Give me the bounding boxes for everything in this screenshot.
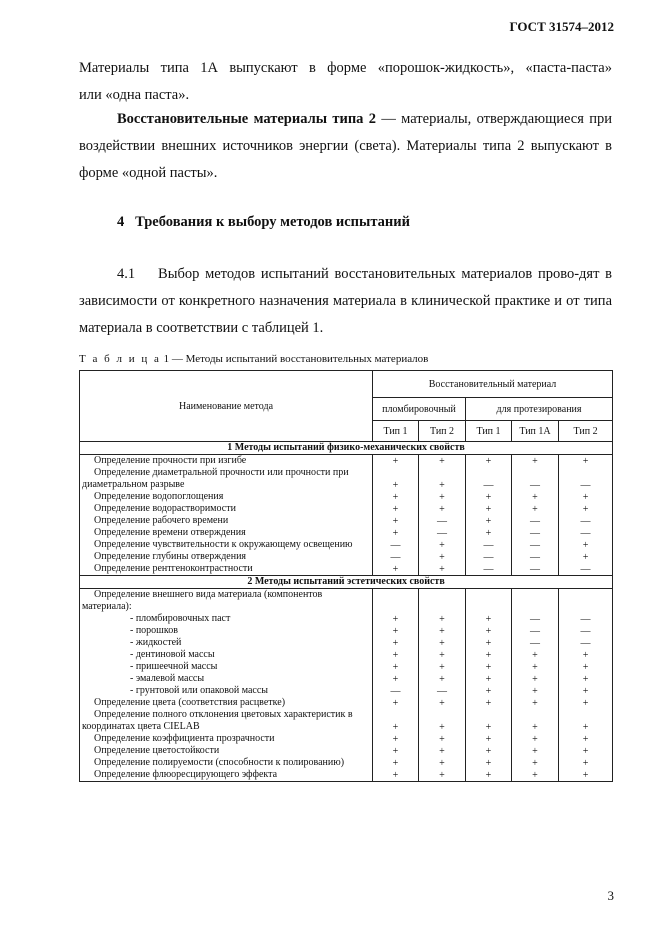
applicability-mark: + bbox=[373, 757, 419, 769]
table-row bbox=[80, 503, 613, 515]
applicability-mark: + bbox=[512, 757, 559, 769]
applicability-mark: + bbox=[466, 769, 512, 782]
applicability-mark: + bbox=[373, 745, 419, 757]
applicability-mark: — bbox=[559, 515, 613, 527]
applicability-mark: — bbox=[512, 551, 559, 563]
applicability-mark: + bbox=[373, 697, 419, 709]
applicability-mark: + bbox=[419, 757, 466, 769]
applicability-mark: — bbox=[512, 515, 559, 527]
applicability-mark: — bbox=[373, 551, 419, 563]
applicability-mark: + bbox=[419, 673, 466, 685]
table-row bbox=[80, 455, 613, 468]
applicability-mark: + bbox=[466, 733, 512, 745]
applicability-mark: + bbox=[559, 551, 613, 563]
applicability-mark: + bbox=[559, 697, 613, 709]
applicability-mark: + bbox=[512, 455, 559, 468]
applicability-mark: + bbox=[419, 745, 466, 757]
type-header: Тип 1А bbox=[512, 421, 559, 442]
applicability-mark: + bbox=[512, 491, 559, 503]
table-row bbox=[80, 649, 613, 661]
method-name: Определение внешнего вида материала (компонентов материала): bbox=[80, 589, 373, 614]
section-title: 4 Требования к выбору методов испытаний bbox=[117, 214, 410, 230]
table-row bbox=[80, 709, 613, 733]
applicability-mark: + bbox=[559, 769, 613, 782]
col-group-header: Восстановительный материал bbox=[373, 371, 613, 398]
method-name: Определение полного отклонения цветовых характеристик в координатах цвета CIELAB bbox=[80, 709, 373, 733]
method-name: Определение диаметральной прочности или прочности при диаметральном разрыве bbox=[80, 467, 373, 491]
paragraph-line: Материалы типа 1А выпускают в форме «порошок-жидкость», «паста-паста» bbox=[79, 60, 612, 76]
applicability-mark: — bbox=[512, 637, 559, 649]
applicability-mark: + bbox=[512, 649, 559, 661]
type-header: Тип 2 bbox=[419, 421, 466, 442]
applicability-mark: + bbox=[466, 503, 512, 515]
applicability-mark: + bbox=[559, 503, 613, 515]
table-row bbox=[80, 745, 613, 757]
method-name: Определение водопоглощения bbox=[80, 491, 373, 503]
method-name: - пломбировочных паст bbox=[80, 613, 373, 625]
method-name: Определение коэффициента прозрачности bbox=[80, 733, 373, 745]
applicability-mark: + bbox=[419, 733, 466, 745]
applicability-mark: + bbox=[466, 685, 512, 697]
applicability-mark: + bbox=[419, 637, 466, 649]
applicability-mark: — bbox=[466, 551, 512, 563]
applicability-mark: + bbox=[419, 539, 466, 551]
applicability-mark: + bbox=[373, 769, 419, 782]
applicability-mark: + bbox=[466, 527, 512, 539]
applicability-mark: + bbox=[373, 673, 419, 685]
subheader-prosthetics: для протезирования bbox=[466, 398, 613, 421]
table-row bbox=[80, 757, 613, 769]
applicability-mark: — bbox=[466, 539, 512, 551]
applicability-mark: + bbox=[419, 467, 466, 491]
subheader-filling: пломбировочный bbox=[373, 398, 466, 421]
table-row bbox=[80, 551, 613, 563]
applicability-mark: + bbox=[373, 625, 419, 637]
applicability-mark: — bbox=[559, 625, 613, 637]
table-row bbox=[80, 613, 613, 625]
method-name: Определение чувствительности к окружающему освещению bbox=[80, 539, 373, 551]
method-name: - пришеечной массы bbox=[80, 661, 373, 673]
clause-number: 4.1 bbox=[117, 266, 136, 282]
applicability-mark: — bbox=[512, 467, 559, 491]
method-name: - эмалевой массы bbox=[80, 673, 373, 685]
applicability-mark: — bbox=[559, 563, 613, 576]
applicability-mark: — bbox=[419, 685, 466, 697]
applicability-mark: + bbox=[419, 709, 466, 733]
applicability-mark: + bbox=[373, 515, 419, 527]
applicability-mark: + bbox=[466, 515, 512, 527]
method-name: Определение рентгеноконтрастности bbox=[80, 563, 373, 576]
applicability-mark: + bbox=[373, 467, 419, 491]
table-row bbox=[80, 769, 613, 782]
applicability-mark: + bbox=[466, 757, 512, 769]
caption-text: 1 — Методы испытаний восстановительных материалов bbox=[163, 353, 429, 365]
applicability-mark: + bbox=[373, 491, 419, 503]
applicability-mark: + bbox=[512, 733, 559, 745]
method-name: Определение прочности при изгибе bbox=[80, 455, 373, 468]
applicability-mark: + bbox=[512, 661, 559, 673]
applicability-mark: — bbox=[419, 515, 466, 527]
paragraph-line: или «одна паста». bbox=[79, 87, 190, 103]
applicability-mark: — bbox=[559, 467, 613, 491]
table-row bbox=[80, 491, 613, 503]
applicability-mark: + bbox=[559, 673, 613, 685]
applicability-mark: + bbox=[466, 625, 512, 637]
applicability-mark: + bbox=[466, 455, 512, 468]
applicability-mark: + bbox=[373, 709, 419, 733]
table-row bbox=[80, 625, 613, 637]
applicability-mark: + bbox=[373, 649, 419, 661]
applicability-mark: + bbox=[419, 503, 466, 515]
table-row bbox=[80, 539, 613, 551]
applicability-mark: + bbox=[466, 673, 512, 685]
applicability-mark: + bbox=[373, 455, 419, 468]
applicability-mark: + bbox=[373, 527, 419, 539]
applicability-mark: + bbox=[419, 551, 466, 563]
applicability-mark: + bbox=[419, 649, 466, 661]
applicability-mark: + bbox=[466, 709, 512, 733]
method-name: Определение полируемости (способности к полированию) bbox=[80, 757, 373, 769]
applicability-mark: + bbox=[512, 697, 559, 709]
applicability-mark: + bbox=[559, 745, 613, 757]
applicability-mark: + bbox=[466, 649, 512, 661]
applicability-mark: — bbox=[512, 563, 559, 576]
clause-text: Выбор методов испытаний восстановительных материалов прово-дят в зависимости от конкретного назначения материала в клинической практике и от типа материала в соответствии с таблицей 1. bbox=[79, 266, 612, 336]
table-caption bbox=[79, 353, 428, 365]
applicability-mark: + bbox=[512, 503, 559, 515]
table-row bbox=[80, 685, 613, 697]
applicability-mark: + bbox=[466, 491, 512, 503]
applicability-mark: — bbox=[559, 527, 613, 539]
applicability-mark: + bbox=[419, 613, 466, 625]
applicability-mark: + bbox=[419, 697, 466, 709]
applicability-mark: — bbox=[466, 467, 512, 491]
table-row bbox=[80, 673, 613, 685]
method-name: - дентиновой массы bbox=[80, 649, 373, 661]
applicability-mark: — bbox=[419, 527, 466, 539]
type-header: Тип 2 bbox=[559, 421, 613, 442]
applicability-mark: + bbox=[559, 455, 613, 468]
table-row bbox=[80, 563, 613, 576]
applicability-mark: — bbox=[512, 625, 559, 637]
method-name: - грунтовой или опаковой массы bbox=[80, 685, 373, 697]
applicability-mark: + bbox=[512, 709, 559, 733]
term-bold: Восстановительные материалы типа 2 bbox=[117, 111, 377, 127]
table-body-aesthetic bbox=[80, 576, 613, 614]
applicability-mark: + bbox=[559, 539, 613, 551]
table-row bbox=[80, 527, 613, 539]
applicability-mark: + bbox=[373, 613, 419, 625]
applicability-mark: + bbox=[559, 649, 613, 661]
table-row bbox=[80, 661, 613, 673]
applicability-mark: + bbox=[466, 697, 512, 709]
method-name: Определение времени отверждения bbox=[80, 527, 373, 539]
applicability-mark: + bbox=[559, 491, 613, 503]
applicability-mark: + bbox=[373, 733, 419, 745]
applicability-mark: — bbox=[512, 539, 559, 551]
method-name: Определение рабочего времени bbox=[80, 515, 373, 527]
applicability-mark: + bbox=[559, 709, 613, 733]
method-name: Определение цветостойкости bbox=[80, 745, 373, 757]
section-row-physical: 1 Методы испытаний физико-механических свойств bbox=[80, 442, 613, 455]
table-row bbox=[80, 467, 613, 491]
caption-label: Т а б л и ц а bbox=[79, 353, 161, 365]
applicability-mark: + bbox=[419, 491, 466, 503]
applicability-mark: — bbox=[373, 685, 419, 697]
applicability-mark: — bbox=[512, 613, 559, 625]
paragraph-materials-type2 bbox=[79, 106, 612, 187]
applicability-mark: + bbox=[466, 661, 512, 673]
col-method-header: Наименование метода bbox=[80, 371, 373, 442]
type-header: Тип 1 bbox=[466, 421, 512, 442]
method-name: Определение цвета (соответствия расцветке) bbox=[80, 697, 373, 709]
method-name: - порошков bbox=[80, 625, 373, 637]
method-name: Определение водорастворимости bbox=[80, 503, 373, 515]
applicability-mark: + bbox=[466, 613, 512, 625]
method-name: - жидкостей bbox=[80, 637, 373, 649]
applicability-mark: + bbox=[512, 673, 559, 685]
applicability-mark: + bbox=[419, 455, 466, 468]
applicability-mark: — bbox=[373, 539, 419, 551]
section-row-aesthetic: 2 Методы испытаний эстетических свойств bbox=[80, 576, 613, 589]
paragraph-materials-1a bbox=[79, 55, 612, 109]
table-body-aesthetic-sub bbox=[80, 613, 613, 697]
paragraph-4-1 bbox=[79, 261, 612, 342]
methods-table bbox=[79, 370, 613, 782]
applicability-mark: + bbox=[559, 733, 613, 745]
table-row bbox=[80, 733, 613, 745]
applicability-mark: + bbox=[419, 769, 466, 782]
method-name: Определение глубины отверждения bbox=[80, 551, 373, 563]
applicability-mark: + bbox=[466, 637, 512, 649]
method-name: Определение флюоресцирующего эффекта bbox=[80, 769, 373, 782]
applicability-mark: + bbox=[559, 685, 613, 697]
applicability-mark: + bbox=[419, 661, 466, 673]
applicability-mark: + bbox=[559, 661, 613, 673]
page-number: 3 bbox=[607, 888, 614, 903]
applicability-mark: + bbox=[419, 563, 466, 576]
applicability-mark: + bbox=[373, 661, 419, 673]
table-row bbox=[80, 697, 613, 709]
applicability-mark: + bbox=[466, 745, 512, 757]
table-row bbox=[80, 515, 613, 527]
applicability-mark: + bbox=[559, 757, 613, 769]
applicability-mark: — bbox=[559, 613, 613, 625]
term-definition: — материалы, отверждающиеся при воздействии внешних источников энергии (света). Материалы типа 2 выпускают в форме «одной пасты». bbox=[79, 111, 612, 181]
table-row bbox=[80, 637, 613, 649]
applicability-mark: — bbox=[466, 563, 512, 576]
applicability-mark: + bbox=[419, 625, 466, 637]
applicability-mark: + bbox=[512, 769, 559, 782]
table-body-aesthetic-rest bbox=[80, 697, 613, 782]
standard-header: ГОСТ 31574–2012 bbox=[509, 19, 614, 34]
type-header: Тип 1 bbox=[373, 421, 419, 442]
applicability-mark: + bbox=[373, 563, 419, 576]
applicability-mark: — bbox=[512, 527, 559, 539]
table-body-physical bbox=[80, 442, 613, 576]
applicability-mark: + bbox=[373, 503, 419, 515]
applicability-mark: — bbox=[559, 637, 613, 649]
applicability-mark: + bbox=[373, 637, 419, 649]
applicability-mark: + bbox=[512, 745, 559, 757]
applicability-mark: + bbox=[512, 685, 559, 697]
